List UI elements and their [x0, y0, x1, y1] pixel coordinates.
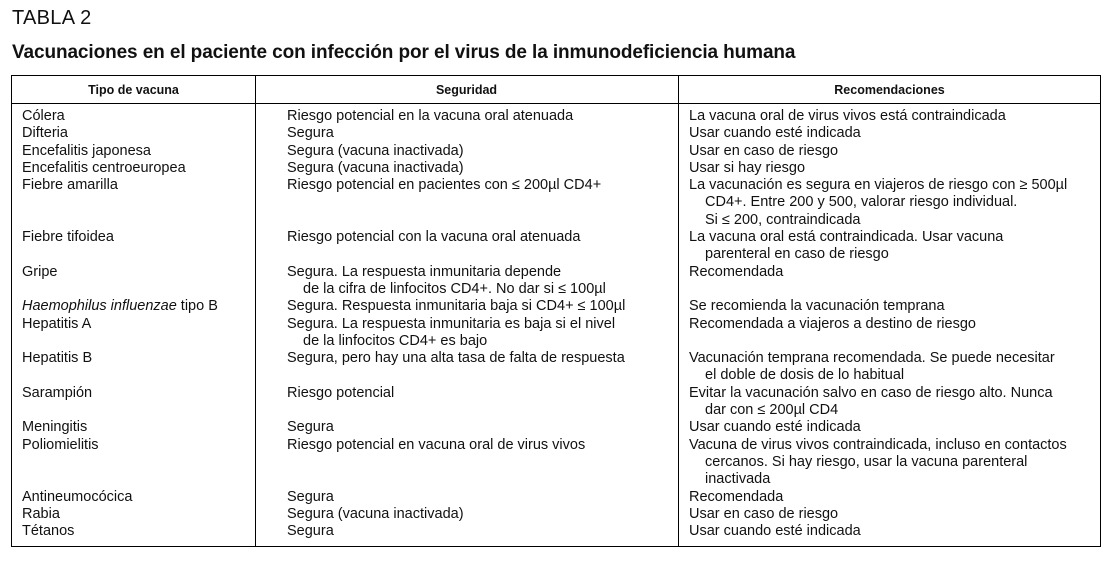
- recommendation-line: dar con ≤ 200µl CD4: [705, 402, 839, 419]
- table-row: [12, 506, 1100, 523]
- vaccine-name: Antineumocócica: [22, 488, 133, 505]
- safety-cell: [287, 143, 464, 160]
- recommendation-line: La vacuna oral de virus vivos está contraindicada: [689, 108, 1006, 124]
- safety-line: Segura (vacuna inactivada): [287, 505, 464, 522]
- table-row: [12, 489, 1100, 506]
- vaccine-cell: [22, 350, 92, 367]
- header-safety: Seguridad: [435, 83, 498, 97]
- table-row: [12, 108, 1100, 125]
- safety-line: Segura, pero hay una alta tasa de falta de respuesta: [287, 350, 625, 367]
- recommendation-line: Evitar la vacunación salvo en caso de riesgo alto. Nunca: [689, 384, 1053, 401]
- vaccine-cell: [22, 177, 118, 194]
- recommendation-cell: [689, 350, 1055, 385]
- table-row: [12, 437, 1100, 489]
- recommendation-cell: [689, 177, 1067, 229]
- table-title: Vacunaciones en el paciente con infección por el virus de la inmunodeficiencia humana: [12, 42, 796, 63]
- vaccine-name: Fiebre tifoidea: [22, 229, 114, 246]
- safety-cell: [287, 125, 334, 142]
- safety-line: de la linfocitos CD4+ es bajo: [303, 332, 488, 349]
- safety-cell: [287, 177, 601, 194]
- vaccine-name: Rabia: [22, 505, 60, 522]
- table-row: [12, 316, 1100, 351]
- recommendation-line: Se recomienda la vacunación temprana: [689, 298, 945, 315]
- vaccine-cell: [22, 489, 132, 506]
- safety-line: Segura: [287, 523, 334, 540]
- vaccine-name: Poliomielitis: [22, 436, 99, 453]
- recommendation-line: el doble de dosis de lo habitual: [705, 367, 905, 384]
- safety-cell: [287, 316, 615, 351]
- safety-cell: [287, 160, 464, 177]
- safety-cell: [287, 419, 334, 436]
- vaccine-name: Gripe: [22, 263, 58, 280]
- table-row: [12, 523, 1100, 540]
- recommendation-cell: [689, 160, 805, 177]
- table-row: [12, 419, 1100, 436]
- vaccine-cell: [22, 419, 87, 436]
- recommendation-cell: [689, 108, 1006, 125]
- vaccine-name: Fiebre amarilla: [22, 177, 118, 194]
- recommendation-line: La vacuna oral está contraindicada. Usar vacuna: [689, 229, 1004, 246]
- recommendation-cell: [689, 385, 1053, 420]
- vaccine-cell: [22, 437, 99, 454]
- safety-cell: [287, 264, 606, 299]
- recommendation-cell: [689, 437, 1067, 489]
- table-row: [12, 264, 1100, 299]
- recommendation-line: Usar cuando esté indicada: [689, 523, 861, 540]
- safety-cell: [287, 506, 464, 523]
- safety-line: Riesgo potencial en la vacuna oral atenuada: [287, 108, 574, 124]
- recommendation-line: Si ≤ 200, contraindicada: [705, 211, 861, 228]
- table-row: [12, 229, 1100, 264]
- safety-line: Riesgo potencial: [287, 384, 395, 401]
- recommendation-line: Usar si hay riesgo: [689, 159, 806, 176]
- recommendation-line: Usar cuando esté indicada: [689, 125, 861, 142]
- safety-line: Segura (vacuna inactivada): [287, 159, 464, 176]
- recommendation-cell: [689, 523, 861, 540]
- safety-line: Segura (vacuna inactivada): [287, 142, 464, 159]
- vaccine-cell: [22, 229, 114, 246]
- table-row: [12, 125, 1100, 142]
- safety-line: Segura: [287, 419, 334, 436]
- vaccine-name: Encefalitis japonesa: [22, 142, 151, 159]
- table-row: [12, 385, 1100, 420]
- recommendation-line: Recomendada: [689, 263, 784, 280]
- table-header: [12, 76, 1100, 104]
- safety-cell: [287, 385, 394, 402]
- recommendation-line: inactivada: [705, 471, 771, 488]
- safety-cell: [287, 229, 580, 246]
- table-row: [12, 350, 1100, 385]
- recommendation-cell: [689, 229, 1003, 264]
- vaccination-table: [11, 75, 1101, 547]
- vaccine-cell: [22, 125, 68, 142]
- vaccine-name: Difteria: [22, 125, 68, 142]
- safety-cell: [287, 437, 585, 454]
- vaccine-name: Hepatitis B: [22, 350, 93, 367]
- header-vaccine-type: Tipo de vacuna: [88, 83, 179, 97]
- vaccine-cell: [22, 264, 57, 281]
- vaccine-cell: [22, 316, 91, 333]
- recommendation-line: Recomendada: [689, 488, 784, 505]
- recommendation-line: Usar cuando esté indicada: [689, 419, 861, 436]
- safety-cell: [287, 489, 334, 506]
- vaccine-cell: [22, 143, 151, 160]
- safety-cell: [287, 350, 625, 367]
- recommendation-line: Recomendada a viajeros a destino de riesgo: [689, 315, 976, 332]
- recommendation-cell: [689, 419, 861, 436]
- safety-line: de la cifra de linfocitos CD4+. No dar si ≤ 100µl: [303, 280, 606, 297]
- safety-line: Segura. La respuesta inmunitaria es baja si el nivel: [287, 315, 616, 332]
- recommendation-line: cercanos. Si hay riesgo, usar la vacuna parenteral: [705, 453, 1028, 470]
- recommendation-cell: [689, 298, 945, 315]
- vaccine-cell: [22, 506, 60, 523]
- recommendation-line: Vacuna de virus vivos contraindicada, incluso en contactos: [689, 436, 1067, 453]
- table-label: TABLA 2: [12, 7, 92, 29]
- vaccine-name: Sarampión: [22, 384, 93, 401]
- table-body: [12, 108, 1100, 540]
- safety-cell: [287, 108, 573, 125]
- recommendation-line: parenteral en caso de riesgo: [705, 246, 889, 263]
- recommendation-line: Vacunación temprana recomendada. Se puede necesitar: [689, 350, 1055, 367]
- recommendation-line: CD4+. Entre 200 y 500, valorar riesgo individual.: [705, 194, 1018, 211]
- vaccine-name: Meningitis: [22, 419, 88, 436]
- vaccine-cell: [22, 298, 218, 315]
- safety-line: Segura: [287, 488, 334, 505]
- table-row: [12, 177, 1100, 229]
- recommendation-cell: [689, 506, 838, 523]
- safety-line: Segura. La respuesta inmunitaria depende: [287, 263, 562, 280]
- safety-cell: [287, 523, 334, 540]
- vaccine-name: Hepatitis A: [22, 315, 92, 332]
- safety-line: Riesgo potencial con la vacuna oral atenuada: [287, 229, 581, 246]
- vaccine-name: Encefalitis centroeuropea: [22, 159, 186, 176]
- safety-line: Riesgo potencial en pacientes con ≤ 200µl CD4+: [287, 177, 602, 194]
- recommendation-cell: [689, 125, 861, 142]
- recommendation-cell: [689, 264, 783, 281]
- safety-line: Segura: [287, 125, 334, 142]
- vaccine-name: Haemophilus influenzae: [22, 298, 177, 315]
- table-row: [12, 143, 1100, 160]
- safety-line: Riesgo potencial en vacuna oral de virus vivos: [287, 436, 586, 453]
- recommendation-cell: [689, 143, 838, 160]
- recommendation-cell: [689, 316, 976, 333]
- vaccine-name: Cólera: [22, 108, 65, 124]
- vaccine-cell: [22, 160, 186, 177]
- vaccine-cell: [22, 385, 92, 402]
- vaccine-name: Tétanos: [22, 523, 75, 540]
- recommendation-line: Usar en caso de riesgo: [689, 505, 839, 522]
- table-row: [12, 160, 1100, 177]
- table-row: [12, 298, 1100, 315]
- recommendation-cell: [689, 489, 783, 506]
- safety-cell: [287, 298, 625, 315]
- header-recommendations: Recomendaciones: [834, 83, 945, 97]
- vaccine-cell: [22, 523, 74, 540]
- recommendation-line: Usar en caso de riesgo: [689, 142, 839, 159]
- recommendation-line: La vacunación es segura en viajeros de riesgo con ≥ 500µl: [689, 177, 1068, 194]
- safety-line: Segura. Respuesta inmunitaria baja si CD4+ ≤ 100µl: [287, 298, 626, 315]
- vaccine-name-suffix: tipo B: [176, 298, 218, 315]
- vaccine-cell: [22, 108, 65, 125]
